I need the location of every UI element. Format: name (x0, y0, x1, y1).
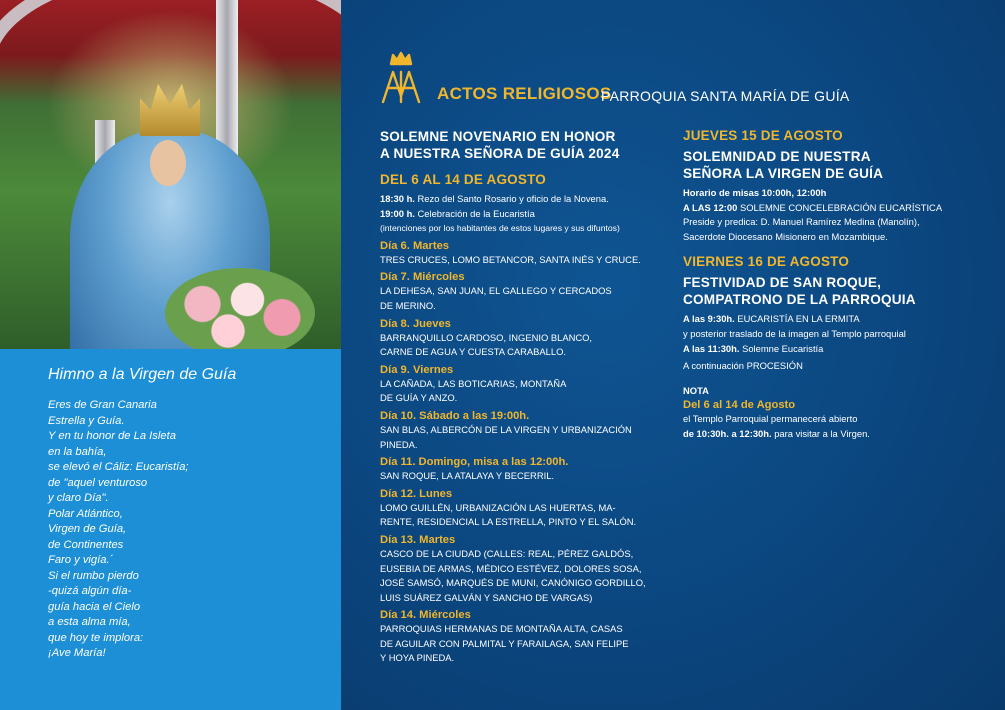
hymn-line: y claro Día". (48, 492, 109, 504)
viernes-title-line: FESTIVIDAD DE SAN ROQUE, (683, 275, 882, 291)
hymn-line: se elevó el Cáliz: Eucaristía; (48, 461, 189, 473)
day-title: Día 6. Martes (380, 239, 450, 252)
day-block (380, 270, 680, 313)
viernes-line: y posterior traslado de la imagen al Templo parroquial (683, 327, 906, 339)
right-panel (341, 0, 1005, 710)
viernes-date: VIERNES 16 DE AGOSTO (683, 254, 850, 270)
novenario-title-line: A NUESTRA SEÑORA DE GUÍA 2024 (380, 146, 620, 161)
feasts-column (683, 128, 993, 442)
hymn-line: en la bahía, (48, 445, 107, 458)
day-title: Día 13. Martes (380, 533, 456, 546)
day-line: CASCO DE LA CIUDAD (CALLES: REAL, PÉREZ GALDÓS, (380, 547, 634, 559)
day-title: Día 14. Miércoles (380, 609, 471, 622)
viernes-line: A las 9:30h. EUCARISTÍA EN LA ERMITA (683, 313, 860, 325)
left-panel (0, 0, 341, 710)
flower-bouquet (165, 268, 315, 349)
jueves-date: JUEVES 15 DE AGOSTO (683, 128, 843, 143)
jueves-title (683, 148, 993, 182)
jueves-line: Sacerdote Diocesano Misionero en Mozambique. (683, 230, 888, 242)
jueves-line: Preside y predica: D. Manuel Ramírez Medina (Manolín), (683, 216, 920, 228)
hymn-line: Y en tu honor de La Isleta (48, 430, 176, 442)
hymn-line: Polar Atlántico, (48, 507, 123, 520)
day-block (380, 455, 680, 484)
novenario-title-line: SOLEMNE NOVENARIO EN HONOR (380, 129, 616, 144)
day-title: Día 10. Sábado a las 19:00h. (380, 409, 530, 422)
hymn-line: guía hacia el Cielo (48, 600, 141, 613)
day-line: JOSÉ SAMSÓ, MARQUÉS DE MUNI, CANÓNIGO GORDILLO, (380, 577, 646, 589)
day-title: Día 12. Lunes (380, 487, 453, 500)
day-line: SAN BLAS, ALBERCÓN DE LA VIRGEN Y URBANIZACIÓN (380, 423, 632, 435)
day-title: Día 11. Domingo, misa a las 12:00h. (380, 456, 569, 469)
day-line: DE MERINO. (380, 299, 436, 311)
jueves-line: A LAS 12:00 SOLEMNE CONCELEBRACIÓN EUCARÍSTICA (683, 201, 943, 213)
day-line: LOMO GUILLÉN, URBANIZACIÓN LAS HUERTAS, MA- (380, 501, 616, 513)
day-block (380, 487, 680, 530)
hymn-line: a esta alma mía, (48, 616, 131, 628)
crowned-marian-monogram-icon (379, 50, 423, 106)
hymn-line: Faro y vigía.´ (48, 554, 114, 566)
hymn-line: Si el rumbo pierdo (48, 569, 139, 582)
schedule-line: 19:00 h. Celebración de la Eucaristía (380, 207, 535, 219)
hymn-title: Himno a la Virgen de Guía (48, 366, 237, 383)
virgin-face (150, 140, 186, 186)
day-block (380, 608, 680, 666)
jueves-horario: Horario de misas 10:00h, 12:00h (683, 187, 827, 198)
novenario-column (380, 128, 680, 666)
day-line: RENTE, RESIDENCIAL LA ESTRELLA, PINTO Y EL SALÓN. (380, 516, 637, 528)
day-title: Día 7. Miércoles (380, 271, 465, 284)
day-line: LA CAÑADA, LAS BOTICARIAS, MONTAÑA (380, 377, 567, 389)
day-line: SAN ROQUE, LA ATALAYA Y BECERRIL. (380, 470, 555, 482)
hymn-line: Estrella y Guía. (48, 414, 125, 427)
hymn-lines (48, 398, 328, 662)
virgin-photo (0, 0, 341, 349)
day-line: BARRANQUILLO CARDOSO, INGENIO BLANCO, (380, 331, 593, 343)
hymn-line: de Continentes (48, 538, 124, 551)
nota-line: el Templo Parroquial permanecerá abierto (683, 413, 858, 425)
day-block (380, 363, 680, 406)
day-title: Día 8. Jueves (380, 317, 451, 330)
day-line: PINEDA. (380, 438, 418, 450)
nota-label: NOTA (683, 384, 709, 396)
header-title: ACTOS RELIGIOSOS (437, 84, 612, 103)
day-line: EUSEBIA DE ARMAS, MÉDICO ESTÉVEZ, DOLORES SOSA, (380, 562, 642, 574)
day-block (380, 533, 680, 605)
viernes-line: A las 11:30h. Solemne Eucaristía (683, 342, 824, 354)
day-block (380, 317, 680, 360)
hymn-line: Eres de Gran Canaria (48, 399, 157, 411)
hymn-line: -quizá algún día- (48, 585, 132, 597)
header-subtitle: PARROQUIA SANTA MARÍA DE GUÍA (601, 88, 850, 104)
hymn (48, 366, 328, 662)
day-line: TRES CRUCES, LOMO BETANCOR, SANTA INÉS Y CRUCE. (380, 253, 641, 265)
jueves-title-line: SEÑORA LA VIRGEN DE GUÍA (683, 166, 884, 181)
hymn-line: ¡Ave María! (48, 647, 106, 659)
day-line: LA DEHESA, SAN JUAN, EL GALLEGO Y CERCADOS (380, 285, 612, 297)
schedule-note: (intenciones por los habitantes de estos lugares y sus difuntos) (380, 223, 620, 234)
hymn-line: que hoy te implora: (48, 631, 144, 644)
novenario-title (380, 128, 680, 162)
day-line: DE GUÍA Y ANZO. (380, 392, 458, 404)
day-block (380, 409, 680, 452)
viernes-title-line: COMPATRONO DE LA PARROQUIA (683, 292, 916, 308)
viernes-line: A continuación PROCESIÓN (683, 360, 803, 372)
day-line: LUIS SUÁREZ GALVÁN Y SANCHO DE VARGAS) (380, 591, 593, 603)
day-title: Día 9. Viernes (380, 363, 454, 376)
nota-dates: Del 6 al 14 de Agosto (683, 399, 796, 412)
nota-line: de 10:30h. a 12:30h. para visitar a la Virgen. (683, 427, 870, 439)
viernes-title (683, 274, 993, 308)
day-line: Y HOYA PINEDA. (380, 652, 455, 664)
day-line: CARNE DE AGUA Y CUESTA CARABALLO. (380, 346, 566, 358)
jueves-title-line: SOLEMNIDAD DE NUESTRA (683, 149, 871, 164)
day-line: DE AGUILAR CON PALMITAL Y FARAILAGA, SAN FELIPE (380, 637, 629, 649)
day-line: PARROQUIAS HERMANAS DE MONTAÑA ALTA, CASAS (380, 623, 623, 635)
hymn-line: Virgen de Guía, (48, 523, 127, 535)
novenario-dates: DEL 6 AL 14 DE AGOSTO (380, 172, 546, 187)
schedule-line: 18:30 h. Rezo del Santo Rosario y oficio de la Novena. (380, 193, 609, 204)
hymn-line: de "aquel venturoso (48, 476, 148, 489)
day-block (380, 239, 680, 268)
